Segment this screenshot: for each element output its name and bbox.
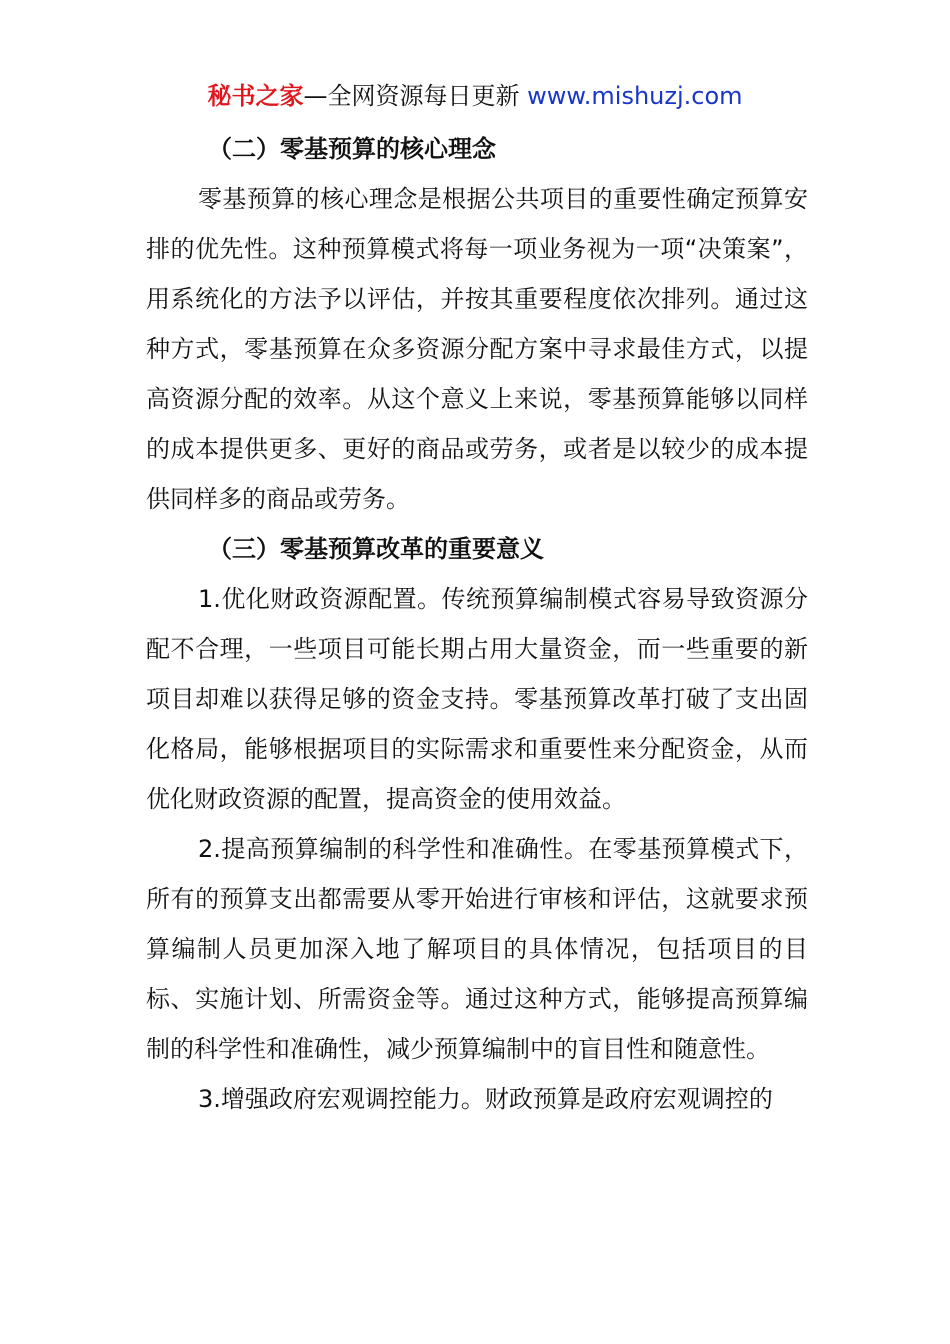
section-heading-significance: （三）零基预算改革的重要意义 xyxy=(208,535,544,563)
paragraph-budget-accuracy: 2.提高预算编制的科学性和准确性。在零基预算模式下，所有的预算支出都需要从零开始进行审核和评估，这就要求预算编制人员更加深入地了解项目的具体情况，包括项目的目标、实施计划、所需资金等。通过这种方式，能够提高预算编制的科学性和准确性，减少预算编制中的盲目性和随意性。 xyxy=(146,835,808,1063)
paragraph-macro-control: 3.增强政府宏观调控能力。财政预算是政府宏观调控的 xyxy=(198,1085,773,1113)
site-name: 秘书之家 xyxy=(207,82,304,110)
paragraph-resource-allocation: 1.优化财政资源配置。传统预算编制模式容易导致资源分配不合理，一些项目可能长期占用大量资金，而一些重要的新项目却难以获得足够的资金支持。零基预算改革打破了支出固化格局，能够根据项目的实际需求和重要性来分配资金，从而优化财政资源的配置，提高资金的使用效益。 xyxy=(146,585,808,813)
site-tagline: —全网资源每日更新 xyxy=(303,82,528,110)
paragraph-core-concept: 零基预算的核心理念是根据公共项目的重要性确定预算安排的优先性。这种预算模式将每一项业务视为一项“决策案”，用系统化的方法予以评估，并按其重要程度依次排列。通过这种方式，零基预算在众多资源分配方案中寻求最佳方式，以提高资源分配的效率。从这个意义上来说，零基预算能够以同样的成本提供更多、更好的商品或劳务，或者是以较少的成本提供同样多的商品或劳务。 xyxy=(146,185,808,513)
document-body xyxy=(146,124,808,1124)
site-header xyxy=(0,78,950,114)
site-url-link[interactable]: www.mishuzj.com xyxy=(527,82,743,110)
section-heading-core-concept: （二）零基预算的核心理念 xyxy=(208,135,496,163)
